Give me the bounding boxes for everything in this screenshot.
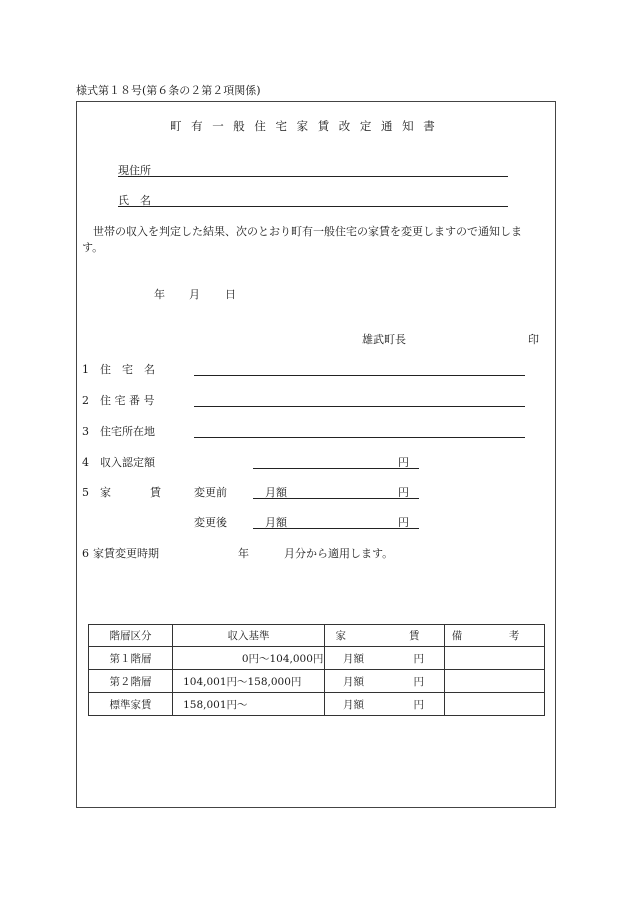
rent-monthly-label: 月額 [343, 675, 364, 688]
table-header-row [89, 625, 545, 647]
house-name-line[interactable] [194, 375, 525, 376]
rent-cell[interactable] [325, 670, 445, 693]
income-unit: 円 [398, 456, 409, 469]
rent-before-label: 変更前 [194, 486, 227, 499]
rent-monthly-label: 月額 [343, 698, 364, 711]
remarks-cell[interactable] [445, 647, 545, 670]
seal-mark: 印 [528, 333, 539, 346]
rent-cell[interactable] [325, 693, 445, 716]
table-header-remarks: 備 考 [445, 625, 545, 647]
item-6-number: 6 [82, 547, 89, 560]
item-5-label-b: 賃 [150, 486, 161, 499]
rent-tier-table [88, 624, 545, 716]
income-from: 158,001円 [183, 698, 237, 711]
rent-after-unit: 円 [398, 516, 409, 529]
income-tilde: ～ [259, 652, 270, 665]
rent-before-line[interactable] [253, 498, 419, 499]
tier-cell: 第２階層 [89, 670, 173, 693]
table-row [89, 693, 545, 716]
item-4-number: 4 [82, 456, 89, 469]
change-period-suffix: 月分から適用します。 [284, 547, 394, 560]
table-header-rent: 家 賃 [325, 625, 445, 647]
date-day: 日 [225, 288, 236, 301]
income-to: 104,000円 [269, 652, 324, 665]
document-title: 町有一般住宅家賃改定通知書 [170, 119, 445, 133]
income-cell [173, 670, 325, 693]
rent-before-unit: 円 [398, 486, 409, 499]
tier-cell: 第１階層 [89, 647, 173, 670]
item-6-label: 家賃変更時期 [93, 547, 159, 560]
body-text-line-2: す。 [82, 241, 104, 254]
rent-unit: 円 [413, 698, 424, 711]
form-number: 様式第１８号(第６条の２第２項関係) [76, 84, 261, 97]
rent-after-line[interactable] [253, 528, 419, 529]
item-5-number: 5 [82, 486, 89, 499]
body-text-line-1: 世帯の収入を判定した結果、次のとおり町有一般住宅の家賃を変更しますので通知しま [82, 225, 522, 238]
item-2-label: 住 宅 番 号 [100, 394, 155, 407]
income-to: 158,000円 [247, 675, 302, 688]
house-address-line[interactable] [194, 437, 525, 438]
rent-after-label: 変更後 [194, 516, 227, 529]
item-4-label: 収入認定額 [100, 456, 155, 469]
rent-unit: 円 [413, 675, 424, 688]
table-header-income: 収入基準 [173, 625, 325, 647]
remarks-cell[interactable] [445, 693, 545, 716]
rent-after-monthly: 月額 [265, 516, 287, 529]
income-cell [173, 693, 325, 716]
rent-cell[interactable] [325, 647, 445, 670]
income-from: 0円 [241, 652, 259, 665]
item-2-number: 2 [82, 394, 89, 407]
rent-before-monthly: 月額 [265, 486, 287, 499]
item-3-number: 3 [82, 425, 89, 438]
house-number-line[interactable] [194, 406, 525, 407]
income-tilde: ～ [237, 675, 248, 688]
remarks-cell[interactable] [445, 670, 545, 693]
rent-monthly-label: 月額 [343, 652, 364, 665]
item-1-number: 1 [82, 363, 89, 376]
address-line[interactable] [118, 176, 508, 177]
income-cell [173, 647, 325, 670]
change-period-year: 年 [238, 547, 249, 560]
address-label: 現住所 [118, 164, 151, 177]
table-header-tier: 階層区分 [89, 625, 173, 647]
name-line[interactable] [118, 206, 508, 207]
table-row [89, 647, 545, 670]
item-5-label-a: 家 [100, 486, 111, 499]
name-label: 氏 名 [118, 194, 151, 207]
item-1-label: 住 宅 名 [100, 363, 155, 376]
tier-cell: 標準家賃 [89, 693, 173, 716]
item-3-label: 住宅所在地 [100, 425, 155, 438]
income-tilde: ～ [237, 698, 248, 711]
date-month: 月 [189, 288, 200, 301]
income-from: 104,001円 [183, 675, 237, 688]
date-year: 年 [154, 288, 165, 301]
table-row [89, 670, 545, 693]
issuer-title: 雄武町長 [362, 333, 406, 346]
income-line[interactable] [253, 468, 419, 469]
rent-unit: 円 [413, 652, 424, 665]
